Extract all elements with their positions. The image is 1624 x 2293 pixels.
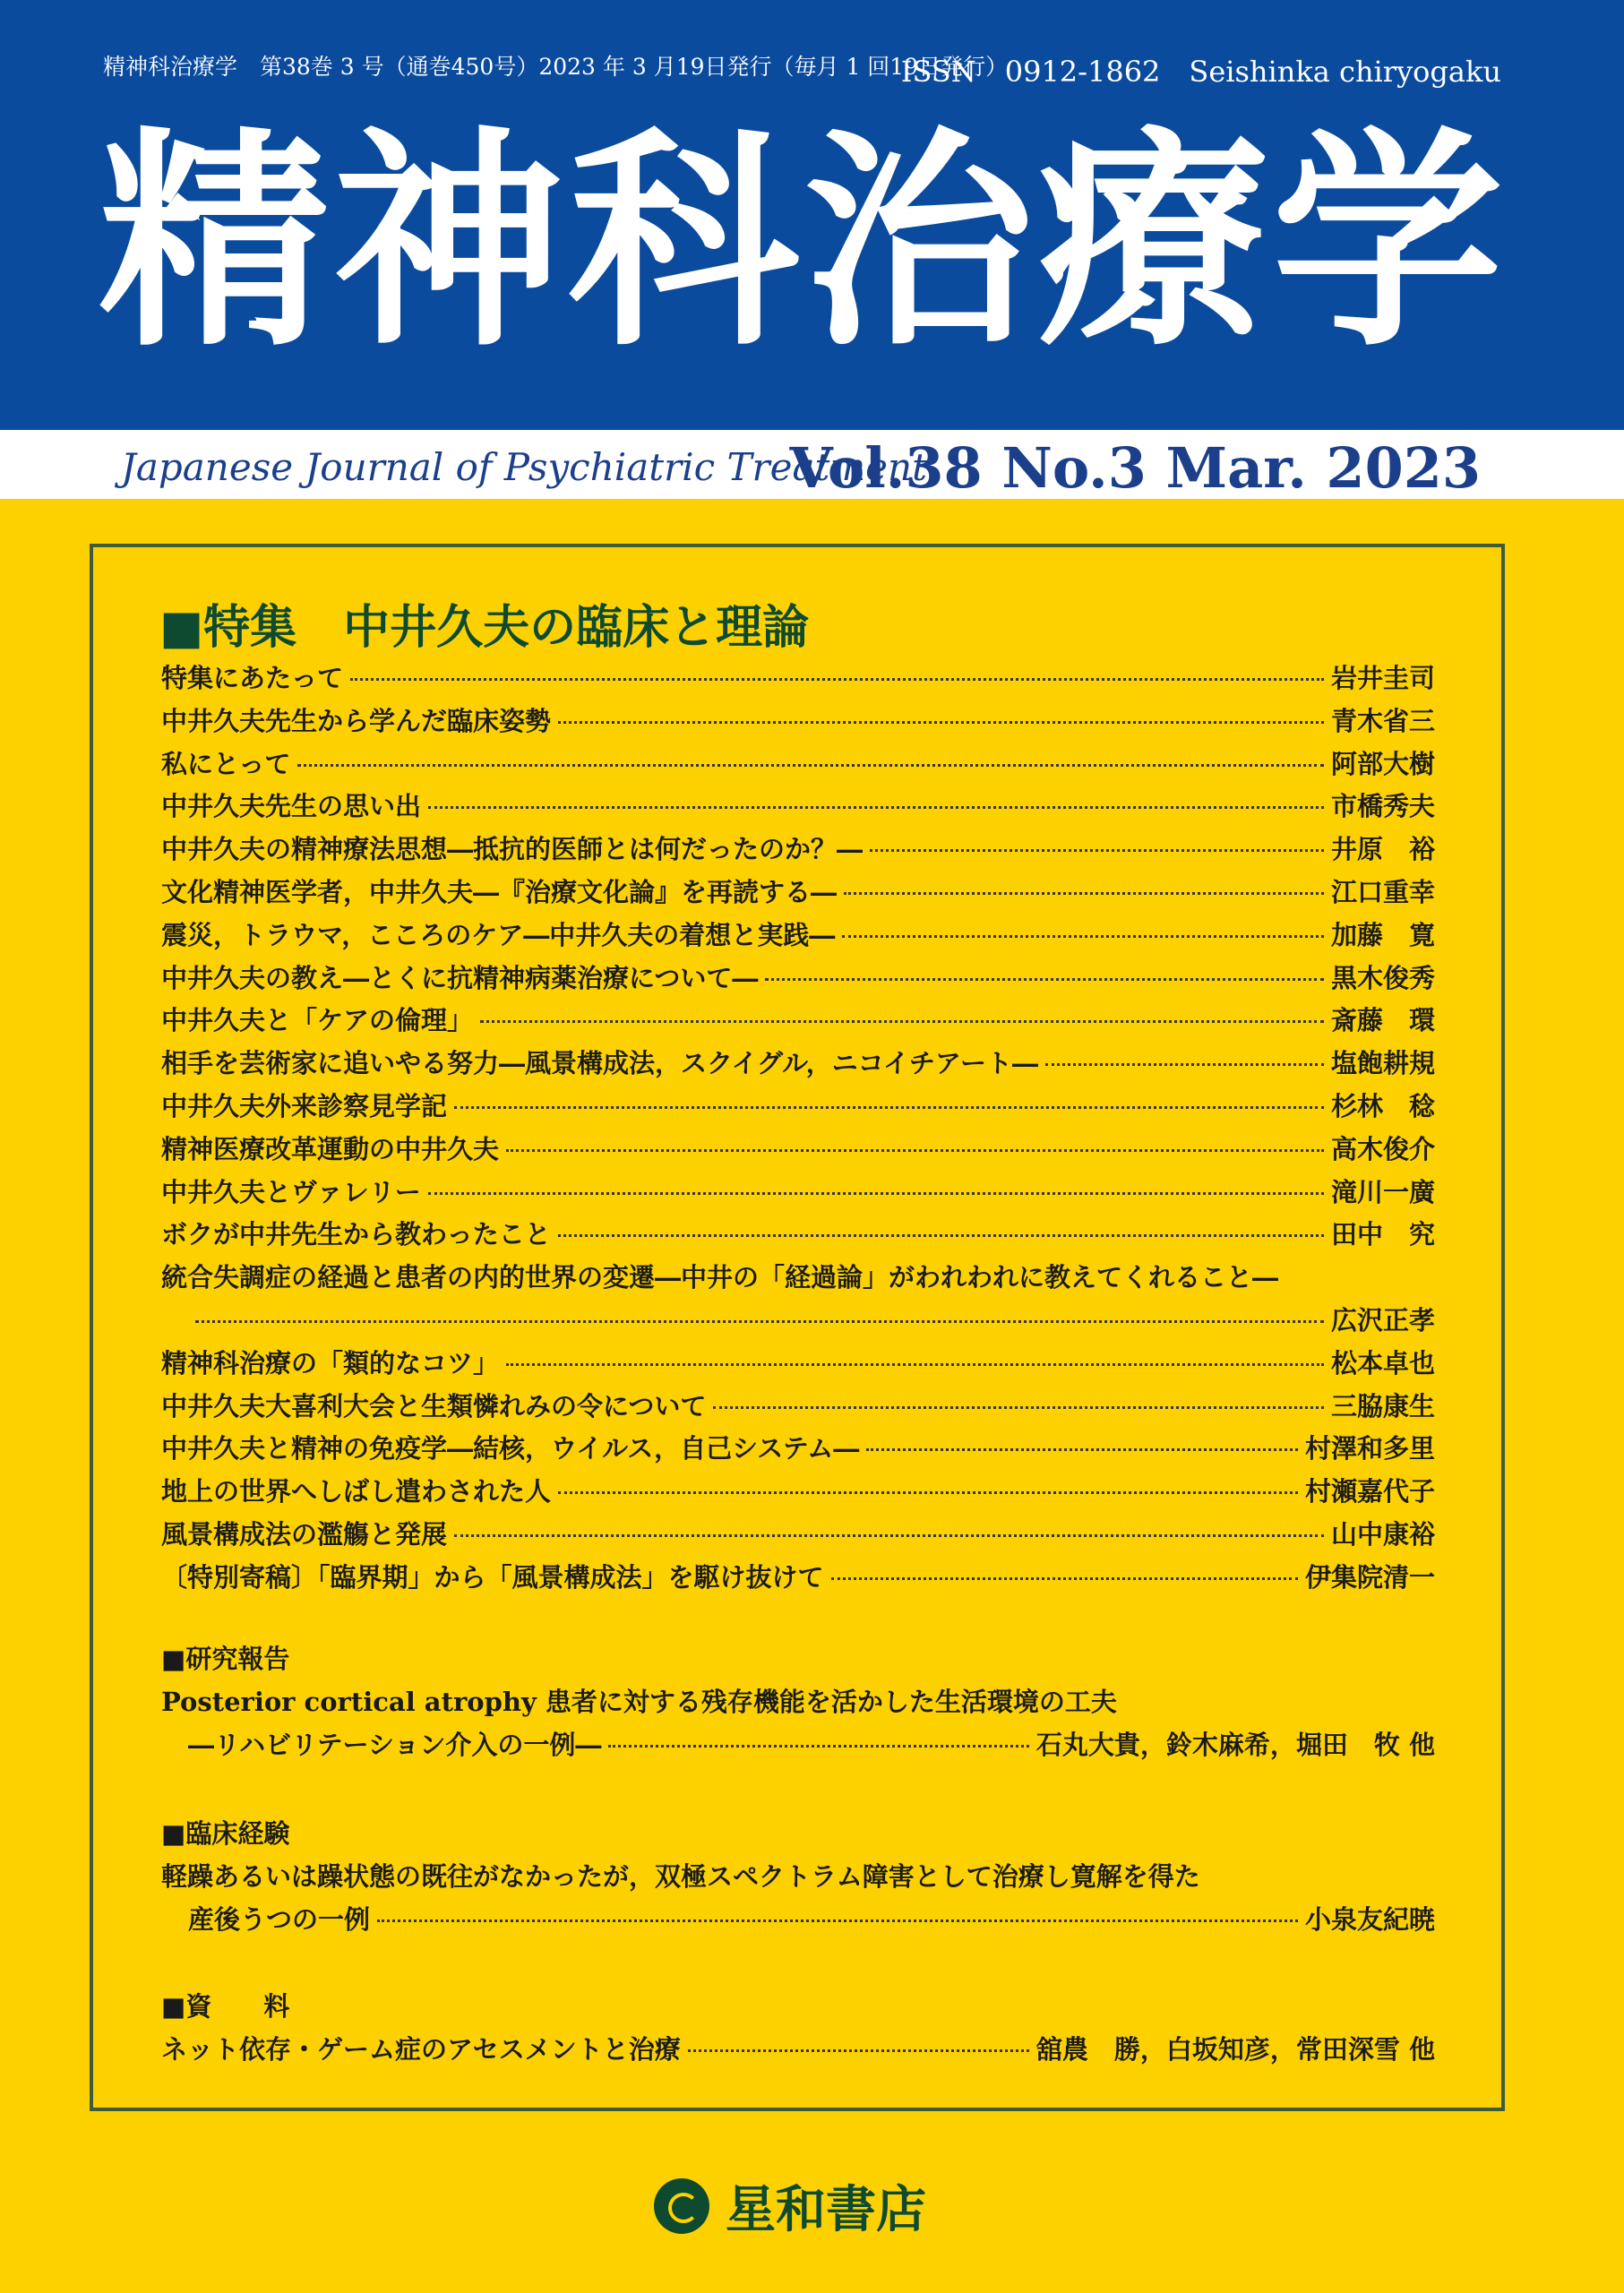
toc-row <box>161 958 1435 1001</box>
toc-title: 〔特別寄稿〕「臨界期」から「風景構成法」を駆け抜けて <box>161 1561 824 1593</box>
toc-title: 中井久夫先生から学んだ臨床姿勢 <box>161 705 552 736</box>
toc-row <box>161 1043 1435 1086</box>
research-title-line1: Posterior cortical atrophy 患者に対する残存機能を活かした生活環境の工夫 <box>161 1687 1117 1717</box>
leader-dots <box>195 1320 1324 1323</box>
materials-title: ネット依存・ゲーム症のアセスメントと治療 <box>161 2034 681 2065</box>
toc-row <box>161 872 1435 915</box>
toc-author: 三脇康生 <box>1330 1390 1435 1421</box>
toc-row <box>161 1172 1435 1215</box>
toc-author: 岩井圭司 <box>1330 663 1435 693</box>
leader-dots <box>558 1491 1298 1494</box>
issn-label: ISSN 0912-1862 Seishinka chiryogaku <box>900 55 1501 89</box>
feature-contents-list <box>161 658 1435 1601</box>
toc-row <box>161 744 1435 787</box>
toc-author: 村瀬嘉代子 <box>1304 1476 1435 1507</box>
toc-row <box>161 1472 1435 1515</box>
leader-dots <box>831 1577 1298 1580</box>
toc-title: 中井久夫と精神の免疫学―結核，ウイルス，自己システム― <box>161 1433 860 1464</box>
clinical-heading: ■臨床経験 <box>161 1818 290 1849</box>
journal-title: 精神科治療学 <box>99 106 1507 377</box>
toc-title: 特集にあたって <box>161 663 344 693</box>
toc-row <box>161 1086 1435 1129</box>
leader-dots <box>454 1106 1324 1109</box>
toc-author: 高木俊介 <box>1330 1133 1435 1164</box>
toc-title: 中井久夫外来診察見学記 <box>161 1090 448 1121</box>
research-section <box>161 1639 1435 1768</box>
research-heading: ■研究報告 <box>161 1644 290 1674</box>
toc-row <box>161 1215 1435 1258</box>
toc-author: 村澤和多里 <box>1304 1433 1435 1464</box>
toc-author: 広沢正孝 <box>1330 1304 1435 1335</box>
toc-author: 市橋秀夫 <box>1330 791 1435 822</box>
leader-dots <box>428 1192 1324 1195</box>
toc-row <box>161 1387 1435 1430</box>
toc-title: 相手を芸術家に追いやる努力―風景構成法，スクイグル，ニコイチアート― <box>161 1048 1039 1079</box>
clinical-title-line2: 産後うつの一例 <box>188 1904 371 1935</box>
leader-dots <box>297 764 1324 767</box>
research-title-line2-row <box>161 1725 1435 1768</box>
toc-author: 杉林 稔 <box>1330 1090 1435 1121</box>
leader-dots <box>558 1234 1324 1237</box>
toc-author: 井原 裕 <box>1330 834 1435 865</box>
publisher-name: 星和書店 <box>726 2181 926 2239</box>
toc-row <box>161 1001 1435 1043</box>
toc-title: 精神医療改革運動の中井久夫 <box>161 1133 500 1164</box>
leader-dots <box>688 2049 1029 2052</box>
leader-dots <box>506 1149 1324 1152</box>
leader-dots <box>870 849 1324 852</box>
leader-dots <box>1045 1063 1324 1066</box>
publication-info: 精神科治療学 第38巻 3 号（通巻450号）2023 年 3 月19日発行（毎月 1 回19日発行） <box>103 54 1009 80</box>
toc-title: 中井久夫とヴァレリー <box>161 1176 421 1207</box>
leader-dots <box>713 1406 1324 1409</box>
toc-row <box>161 1558 1435 1601</box>
leader-dots <box>454 1534 1324 1537</box>
toc-author: 黒木俊秀 <box>1330 962 1435 993</box>
publisher <box>654 2170 926 2242</box>
toc-author: 青木省三 <box>1330 705 1435 736</box>
toc-title: 精神科治療の「類的なコツ」 <box>161 1347 500 1378</box>
toc-author: 山中康裕 <box>1330 1518 1435 1550</box>
toc-title: 統合失調症の経過と患者の内的世界の変遷―中井の「経過論」がわれわれに教えてくれること― <box>161 1262 1279 1293</box>
toc-row <box>161 915 1435 958</box>
toc-row <box>161 1344 1435 1387</box>
toc-author: 加藤 寛 <box>1330 919 1435 950</box>
toc-row <box>161 1258 1435 1301</box>
toc-author: 江口重幸 <box>1330 876 1435 907</box>
toc-title: 中井久夫の教え―とくに抗精神病薬治療について― <box>161 962 759 993</box>
toc-row <box>161 786 1435 829</box>
toc-title: 中井久夫の精神療法思想―抵抗的医師とは何だったのか？― <box>161 834 864 865</box>
leader-dots <box>842 935 1324 938</box>
toc-title: 私にとって <box>161 748 291 779</box>
toc-title: 文化精神医学者，中井久夫―『治療文化論』を再読する― <box>161 876 838 907</box>
materials-section <box>161 1987 1435 2073</box>
toc-title: 中井久夫大喜利大会と生類憐れみの令について <box>161 1390 707 1421</box>
toc-author: 斎藤 環 <box>1330 1005 1435 1036</box>
toc-row <box>161 1515 1435 1558</box>
toc-row <box>161 1129 1435 1172</box>
research-authors: 石丸大貴，鈴木麻希，堀田 牧 他 <box>1035 1730 1435 1760</box>
clinical-title-line2-row <box>161 1900 1435 1943</box>
leader-dots <box>608 1745 1028 1748</box>
materials-heading: ■資 料 <box>161 1991 290 2022</box>
clinical-title-line1: 軽躁あるいは躁状態の既往がなかったが，双極スペクトラム障害として治療し寛解を得た <box>161 1861 1200 1892</box>
leader-dots <box>350 678 1324 681</box>
clinical-section <box>161 1814 1435 1943</box>
toc-title: ボクが中井先生から教わったこと <box>161 1219 551 1250</box>
publisher-logo-icon <box>654 2178 709 2234</box>
volume-label: Vol.38 No.3 Mar. 2023 <box>789 435 1481 501</box>
toc-row <box>161 1429 1435 1472</box>
materials-authors: 舘農 勝，白坂知彦，常田深雪 他 <box>1035 2034 1435 2065</box>
toc-author: 滝川一廣 <box>1330 1176 1435 1207</box>
toc-row <box>161 701 1435 744</box>
leader-dots <box>866 1448 1298 1451</box>
toc-title: 地上の世界へしばし遣わされた人 <box>161 1476 552 1507</box>
research-title-line2: ―リハビリテーション介入の一例― <box>188 1730 602 1760</box>
english-title: Japanese Journal of Psychiatric Treatment <box>121 445 927 489</box>
toc-row <box>161 829 1435 872</box>
toc-title: 中井久夫と「ケアの倫理」 <box>161 1005 474 1036</box>
toc-author: 伊集院清一 <box>1304 1561 1435 1593</box>
toc-title: 風景構成法の濫觴と発展 <box>161 1518 448 1550</box>
leader-dots <box>480 1020 1324 1023</box>
toc-row <box>161 1301 1435 1344</box>
toc-author: 塩飽耕規 <box>1330 1048 1435 1079</box>
toc-author: 田中 究 <box>1330 1219 1435 1250</box>
toc-title: 震災，トラウマ，こころのケア―中井久夫の着想と実践― <box>161 919 836 950</box>
materials-row <box>161 2030 1435 2073</box>
leader-dots <box>428 806 1324 809</box>
leader-dots <box>844 892 1324 895</box>
leader-dots <box>558 721 1324 724</box>
feature-heading: ■特集 中井久夫の臨床と理論 <box>159 601 810 655</box>
toc-author: 松本卓也 <box>1330 1347 1435 1378</box>
toc-row <box>161 658 1435 701</box>
toc-title: 中井久夫先生の思い出 <box>161 791 422 822</box>
clinical-authors: 小泉友紀暁 <box>1304 1904 1435 1935</box>
leader-dots <box>377 1919 1298 1922</box>
leader-dots <box>506 1363 1324 1366</box>
toc-author: 阿部大樹 <box>1330 748 1435 779</box>
leader-dots <box>765 978 1324 981</box>
